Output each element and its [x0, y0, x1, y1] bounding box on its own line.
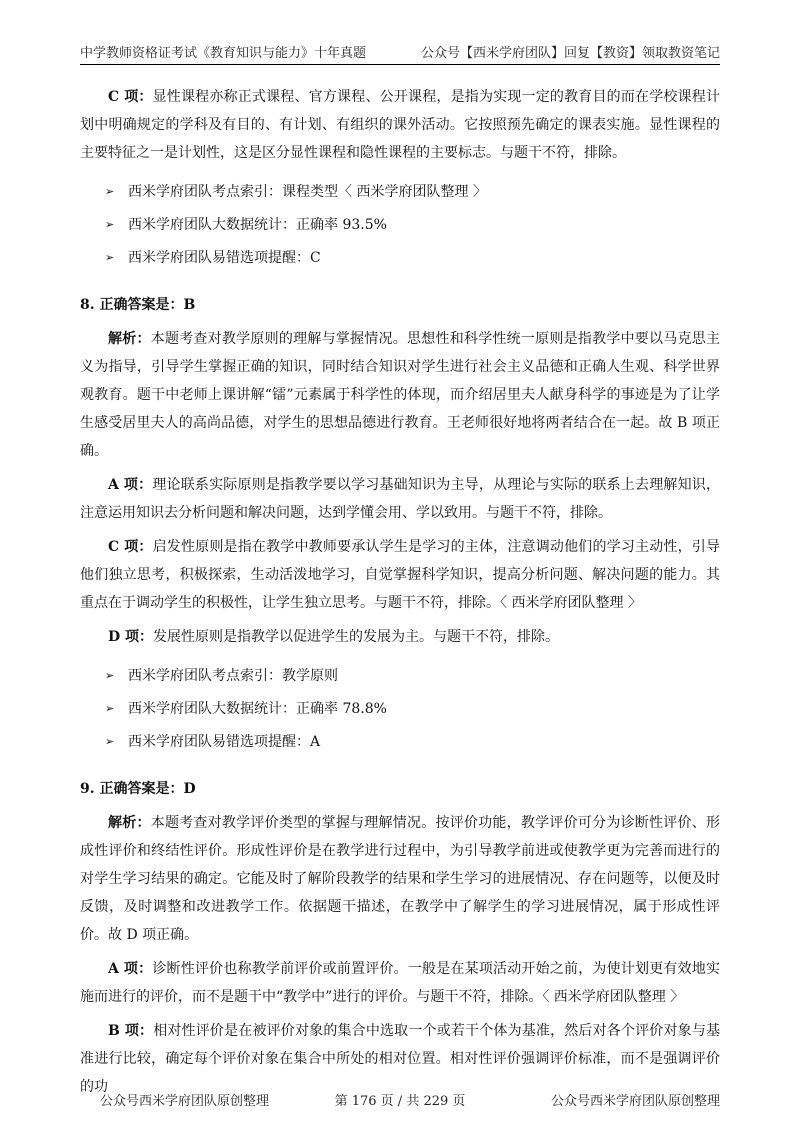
footer-right-text: 公众号西米学府团队原创整理	[550, 1094, 720, 1109]
option-text: 诊断性评价也称教学前评价或前置评价。一般是在某项活动开始之前，为使计划更有效地实施而进行的评价，而不是题干中“教学中”进行的评价。与题干不符，排除。〈 西米学府团队整理 〉	[80, 961, 720, 1005]
q9-answer-heading: 9. 正确答案是：D	[80, 781, 196, 797]
bullet-text: 西米学府团队考点索引：教学原则	[128, 668, 338, 684]
arrow-bullet-icon: ➢	[105, 702, 115, 715]
option-text: 发展性原则是指教学以促进学生的发展为主。与题干不符，排除。	[153, 629, 560, 645]
option-label: C 项：	[108, 539, 153, 555]
option-text: 相对性评价是在被评价对象的集合中选取一个或若干个体为基准，然后对各个评价对象与基准进行比较，确定每个评价对象在集合中所处的相对位置。相对性评价强调评价标准，而不是强调评价的功	[80, 1023, 720, 1095]
footer-left-text: 公众号西米学府团队原创整理	[100, 1094, 270, 1109]
q7-bullet-warn	[80, 244, 720, 272]
page-content	[80, 83, 720, 1101]
option-label: D 项：	[108, 629, 154, 645]
bullet-text: 西米学府团队易错选项提醒：A	[128, 734, 321, 750]
header-left-text: 中学教师资格证考试《教育知识与能力》十年真题	[80, 46, 367, 61]
q7-option-c	[80, 83, 720, 167]
q8-option-c	[80, 533, 720, 617]
q8-bullet-stats	[80, 695, 720, 723]
page-header	[80, 44, 720, 65]
analysis-text: 本题考查对教学原则的理解与掌握情况。思想性和科学性统一原则是指教学中要以马克思主义为指导，引导学生掌握正确的知识，同时结合知识对学生进行社会主义品德和正确人生观、科学世界观教育。题干中老师上课讲解“镭”元素属于科学性的体现，而介绍居里夫人献身科学的事迹是为了让学生感受居里夫人的高尚品德，对学生的思想品德进行教育。王老师很好地将两者结合在一起。故 B 项正确。	[80, 331, 721, 459]
option-label: C 项：	[108, 89, 153, 105]
option-text: 理论联系实际原则是指教学要以学习基础知识为主导，从理论与实际的联系上去理解知识，注意运用知识去分析问题和解决问题，达到学懂会用、学以致用。与题干不符，排除。	[80, 477, 720, 521]
q9-analysis	[80, 809, 720, 949]
option-label: A 项：	[108, 477, 153, 493]
header-right-text: 公众号【西米学府团队】回复【教资】领取教资笔记	[420, 46, 720, 61]
q8-option-d	[80, 623, 720, 651]
bullet-text: 西米学府团队大数据统计：正确率 93.5%	[128, 217, 387, 233]
bullet-text: 西米学府团队易错选项提醒：C	[128, 250, 321, 266]
arrow-bullet-icon: ➢	[105, 218, 115, 231]
page-number: 第 176 页 / 共 229 页	[334, 1094, 466, 1109]
page-footer	[80, 1090, 720, 1110]
bullet-text: 西米学府团队考点索引：课程类型〈 西米学府团队整理 〉	[128, 184, 487, 200]
q7-bullet-index	[80, 178, 720, 206]
q9-option-a	[80, 955, 720, 1011]
q8-answer-heading: 8. 正确答案是：B	[80, 297, 196, 313]
bullet-text: 西米学府团队大数据统计：正确率 78.8%	[128, 701, 387, 717]
arrow-bullet-icon: ➢	[105, 669, 115, 682]
analysis-label: 解析：	[108, 815, 151, 831]
analysis-label: 解析：	[108, 331, 151, 347]
analysis-text: 本题考查对教学评价类型的掌握与理解情况。按评价功能，教学评价可分为诊断性评价、形成性评价和终结性评价。形成性评价是在教学进行过程中，为引导教学前进或使教学更为完善而进行的对学生学习结果的确定。它能及时了解阶段教学的结果和学生学习的进展情况、存在问题等，以便及时反馈，及时调整和改进教学工作。依据题干描述，在教学中了解学生的学习进展情况，属于形成性评价。故 D 项正确。	[80, 815, 721, 943]
q8-bullet-index	[80, 662, 720, 690]
q8-bullet-warn	[80, 728, 720, 756]
arrow-bullet-icon: ➢	[105, 251, 115, 264]
arrow-bullet-icon: ➢	[105, 735, 115, 748]
option-text: 显性课程亦称正式课程、官方课程、公开课程，是指为实现一定的教育目的而在学校课程计划中明确规定的学科及有目的、有计划、有组织的课外活动。它按照预先确定的课表实施。显性课程的主要特征之一是计划性，这是区分显性课程和隐性课程的主要标志。与题干不符，排除。	[80, 89, 720, 161]
q8-option-a	[80, 471, 720, 527]
option-text: 启发性原则是指在教学中教师要承认学生是学习的主体，注意调动他们的学习主动性，引导他们独立思考，积极探索，生动活泼地学习，自觉掌握科学知识，提高分析问题、解决问题的能力。其重点在于调动学生的积极性，让学生独立思考。与题干不符，排除。〈 西米学府团队整理 〉	[80, 539, 720, 611]
arrow-bullet-icon: ➢	[105, 185, 115, 198]
option-label: A 项：	[108, 961, 153, 977]
option-label: B 项：	[108, 1023, 154, 1039]
q8-analysis	[80, 325, 720, 465]
q7-bullet-stats	[80, 211, 720, 239]
q9-option-b	[80, 1017, 720, 1101]
